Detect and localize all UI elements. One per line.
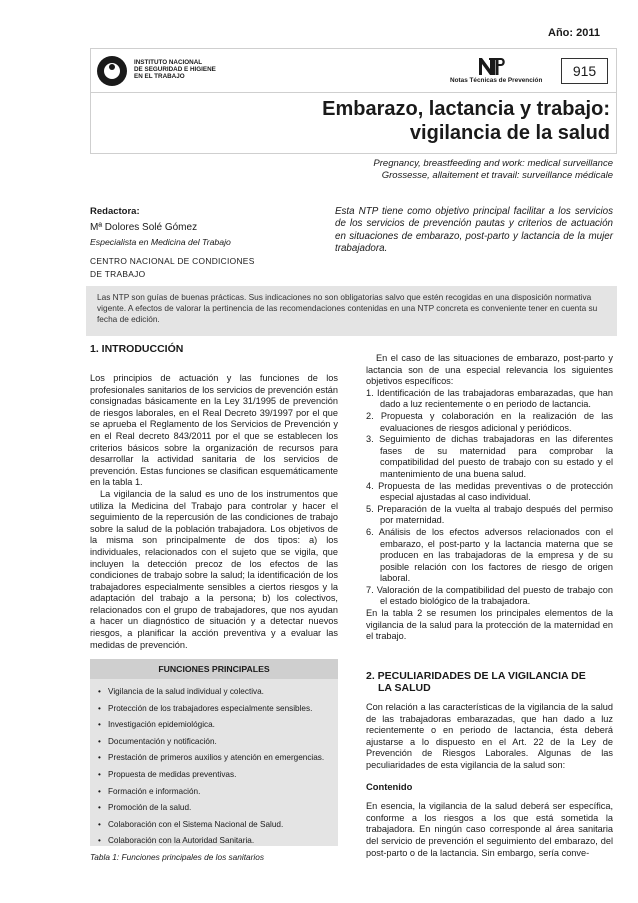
subtitle-fr: Grossesse, allaitement et travail: surveillance médicale — [381, 170, 613, 181]
objective-item: 6. Análisis de los efectos adversos relacionados con el embarazo, el post-parto y la lactancia materna que se producen en las trabajadoras de la empresa y de su posible relación con los factores de riesgo de origen laboral. — [366, 526, 613, 584]
notice-box: Las NTP son guías de buenas prácticas. Sus indicaciones no son obligatorias salvo que estén recogidas en una disposición normativa vigente. A efectos de valorar la pertinencia de las recomendaciones contenidas en una NTP concreta es conveniente tener en cuenta su fecha de edición. — [86, 286, 617, 336]
objective-item: 5. Preparación de la vuelta al trabajo después del permiso por maternidad. — [366, 503, 613, 526]
institution-line: EN EL TRABAJO — [134, 73, 185, 81]
heading-line: 2. PECULIARIDADES DE LA VIGILANCIA DE — [366, 670, 586, 682]
abstract: Esta NTP tiene como objetivo principal facilitar a los servicios de los servicios de prevención pautas y criterios de actuación en situaciones de embarazo, post-parto y lactancia de la mujer trabajadora. — [335, 206, 613, 255]
function-item: • Colaboración con el Sistema Nacional de Salud. — [98, 820, 330, 830]
objective-item: 7. Valoración de la compatibilidad del puesto de trabajo con el estado biológico de la trabajadora. — [366, 584, 613, 607]
paragraph: La vigilancia de la salud es uno de los instrumentos que utiliza la Medicina del Trabajo para controlar y hacer el seguimiento de la repercusión de las condiciones de trabajo sobre la salud de la población trabajadora. Los objetivos de la misma son principalmente de dos tipos: a) los individuales, relacionados con el sujeto que se vigila, que incluyen la detección precoz de los efectos de las condiciones de trabajo sobre la salud; la identificación de los trabajadores especialmente sensibles a ciertos riesgos y la adaptación del trabajo a la persona; b) los colectivos, relacionados con el grupo de trabajadores, que nos ayudan a hacer un diagnóstico de situación y a detectar nuevos riesgos, a planificar la acción preventiva y a evaluar las medidas de prevención. — [90, 488, 338, 650]
function-item: • Investigación epidemiológica. — [98, 720, 330, 730]
paragraph: En esencia, la vigilancia de la salud deberá ser específica, conforme a los riesgos a los que está sometida la trabajadora. En ningún caso corresponde al área sanitaria del servicio de prevención el seguimiento del embarazo, del post-parto o de la lactancia. Sin embargo, sería conve- — [366, 801, 613, 858]
year-label: Año: 2011 — [548, 27, 600, 39]
institution-name — [134, 59, 216, 81]
section-heading: 1. INTRODUCCIÓN — [90, 343, 184, 355]
function-item: • Prestación de primeros auxilios y atención en emergencias. — [98, 753, 330, 763]
institution-line: DE SEGURIDAD E HIGIENE — [134, 66, 216, 74]
author-center — [90, 255, 325, 280]
institution-line: INSTITUTO NACIONAL — [134, 59, 203, 66]
functions-list — [98, 687, 330, 853]
objectives-list — [366, 388, 613, 608]
paragraph: Con relación a las características de la vigilancia de la salud de las trabajadoras embarazadas, que han dado a luz recientemente o en periodo de lactancia, ésta deberá ajustarse a lo dispuesto en el Art. 22 de la Ley de Prevención de Riesgos Laborales. Algunas de las peculiaridades de esta vigilancia de la salud son: — [366, 702, 613, 770]
title-line: Embarazo, lactancia y trabajo: — [322, 98, 610, 120]
paragraph: Los principios de actuación y las funciones de los profesionales sanitarios de los servicios de prevención están consignadas básicamente en la Ley 31/1995 de prevención de riesgos laborales, en el Real Decreto 39/1997 por el que se aprueba el Reglamento de los Servicios de Prevención y en el Real decreto 843/2011 por el que se establecen los criterios básicos sobre la organización de recursos para desarrollar la actividad sanitaria de los servicios de prevención. Estas funciones se clasifican esquemáticamente en la tabla 1. — [90, 373, 338, 488]
function-item: • Propuesta de medidas preventivas. — [98, 770, 330, 780]
heading-line: LA SALUD — [378, 682, 431, 694]
center-line: DE TRABAJO — [90, 268, 146, 279]
section-heading — [366, 670, 613, 694]
paragraph: En la tabla 2 se resumen los principales elementos de la vigilancia de la salud para la protección de la maternidad en el trabajo. — [366, 608, 613, 642]
table-caption: Tabla 1: Funciones principales de los sanitarios — [90, 852, 265, 862]
function-item: • Promoción de la salud. — [98, 803, 330, 813]
objective-item: 4. Propuesta de las medidas preventivas o de protección especial ajustadas al caso individual. — [366, 480, 613, 503]
author-block — [90, 206, 325, 280]
function-item: • Formación e información. — [98, 787, 330, 797]
function-item: • Colaboración con la Autoridad Sanitaria. — [98, 836, 330, 846]
functions-table-heading: FUNCIONES PRINCIPALES — [90, 659, 338, 679]
center-line: CENTRO NACIONAL DE CONDICIONES — [90, 256, 255, 266]
author-label: Redactora: — [90, 206, 140, 217]
sub-heading: Contenido — [366, 780, 413, 792]
function-item: • Documentación y notificación. — [98, 737, 330, 747]
ntp-logo-icon — [477, 55, 507, 77]
functions-table — [90, 659, 338, 846]
right-column — [366, 353, 613, 643]
subtitle-en: Pregnancy, breastfeeding and work: medical surveillance — [373, 158, 613, 169]
subtitle — [250, 158, 613, 182]
header-divider — [90, 92, 617, 93]
author-role: Especialista en Medicina del Trabajo — [90, 237, 231, 247]
page-title — [210, 97, 610, 145]
objective-item: 3. Seguimiento de dichas trabajadoras en las diferentes fases de su maternidad para comprobar la compatibilidad del puesto de trabajo con su estado y el mantenimiento de una buena salud. — [366, 434, 613, 479]
author-name: Mª Dolores Solé Gómez — [90, 222, 198, 233]
objective-item: 2. Propuesta y colaboración en la realización de las evaluaciones de riesgos adicional y periódicos. — [366, 410, 613, 433]
paragraph: En el caso de las situaciones de embarazo, post-parto y lactancia son de una especial relevancia los siguientes objetivos específicos: — [366, 353, 613, 387]
function-item: • Vigilancia de la salud individual y colectiva. — [98, 687, 330, 697]
section-2 — [366, 670, 613, 859]
objective-item: 1. Identificación de las trabajadoras embarazadas, que han dado a luz recientemente o en periodo de lactancia. — [366, 387, 613, 410]
function-item: • Protección de los trabajadores especialmente sensibles. — [98, 704, 330, 714]
title-line: vigilancia de la salud — [409, 122, 610, 144]
insht-logo-icon — [97, 56, 127, 86]
ntp-caption: Notas Técnicas de Prevención — [450, 77, 543, 84]
ntp-number: 915 — [561, 58, 608, 84]
left-column — [90, 343, 338, 651]
